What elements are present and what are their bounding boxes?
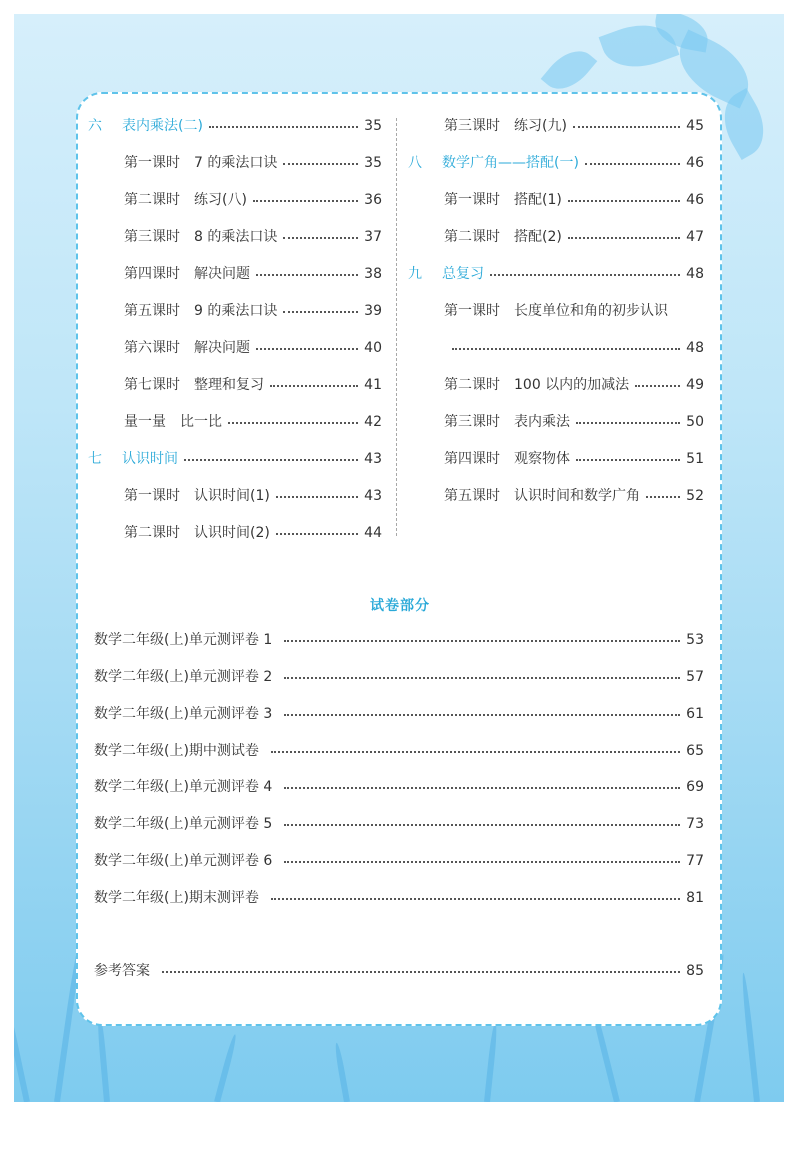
page-number: 57 (686, 669, 704, 685)
lesson-title: 认识时间(2) (194, 525, 270, 541)
toc-test-item[interactable] (94, 886, 704, 910)
lesson-label: 第二课时 (444, 377, 500, 393)
lesson-title: 搭配(2) (514, 229, 562, 245)
page-number: 85 (686, 963, 704, 979)
grass-decoration (484, 1022, 498, 1102)
toc-lesson[interactable] (408, 225, 704, 249)
toc-unit-7[interactable] (88, 447, 382, 471)
toc-lesson[interactable] (88, 336, 382, 360)
grass-decoration (214, 1034, 238, 1102)
page-number: 36 (364, 192, 382, 208)
toc-lesson-continuation[interactable] (452, 336, 704, 360)
toc-answers[interactable] (94, 959, 704, 983)
lesson-title: 表内乘法 (514, 414, 570, 430)
lesson-title: 认识时间和数学广角 (514, 488, 640, 504)
lesson-label: 第三课时 (444, 118, 500, 134)
lesson-title: 长度单位和角的初步认识 (514, 303, 668, 319)
test-title: 数学二年级(上)单元测评卷 1 (94, 632, 273, 648)
toc-lesson[interactable] (408, 410, 704, 434)
unit-number: 六 (88, 118, 102, 134)
page-number: 41 (364, 377, 382, 393)
leader-dots (490, 274, 680, 276)
page-number: 42 (364, 414, 382, 430)
toc-test-item[interactable] (94, 739, 704, 763)
toc-unit-9[interactable] (408, 262, 704, 286)
leader-dots (284, 861, 680, 863)
lesson-label: 第五课时 (124, 303, 180, 319)
page-number: 52 (686, 488, 704, 504)
lesson-title: 8 的乘法口诀 (194, 229, 278, 245)
toc-lesson[interactable] (88, 188, 382, 212)
page-number: 47 (686, 229, 704, 245)
lesson-title: 整理和复习 (194, 377, 264, 393)
test-title: 数学二年级(上)期末测评卷 (94, 890, 259, 906)
unit-number: 八 (408, 155, 422, 171)
toc-test-item[interactable] (94, 775, 704, 799)
toc-lesson[interactable] (88, 262, 382, 286)
test-title: 数学二年级(上)期中测试卷 (94, 743, 259, 759)
lesson-title: 认识时间(1) (194, 488, 270, 504)
lesson-label: 第一课时 (124, 488, 180, 504)
page-number: 46 (686, 155, 704, 171)
lesson-label: 第七课时 (124, 377, 180, 393)
column-divider (396, 118, 397, 536)
page-number: 44 (364, 525, 382, 541)
toc-lesson[interactable] (88, 484, 382, 508)
unit-title: 总复习 (442, 266, 484, 282)
toc-unit-8[interactable] (408, 151, 704, 175)
lesson-label: 第二课时 (124, 525, 180, 541)
page-number: 77 (686, 853, 704, 869)
leader-dots (276, 496, 358, 498)
lesson-label: 量一量 (124, 414, 166, 430)
test-title: 数学二年级(上)单元测评卷 3 (94, 706, 273, 722)
leader-dots (284, 677, 680, 679)
lesson-label: 第一课时 (444, 192, 500, 208)
lesson-label: 第六课时 (124, 340, 180, 356)
page-number: 35 (364, 118, 382, 134)
lesson-title: 练习(八) (194, 192, 247, 208)
grass-decoration (14, 984, 30, 1102)
toc-lesson[interactable] (408, 299, 704, 323)
unit-number: 九 (408, 266, 422, 282)
lesson-label: 第四课时 (444, 451, 500, 467)
leader-dots (283, 237, 358, 239)
test-title: 数学二年级(上)单元测评卷 5 (94, 816, 273, 832)
leader-dots (271, 751, 680, 753)
lesson-title: 7 的乘法口诀 (194, 155, 278, 171)
grass-decoration (740, 972, 760, 1102)
unit-title: 认识时间 (122, 451, 178, 467)
lesson-label: 第二课时 (124, 192, 180, 208)
leader-dots (284, 787, 680, 789)
toc-lesson[interactable] (408, 484, 704, 508)
toc-lesson[interactable] (88, 521, 382, 545)
lesson-label: 第四课时 (124, 266, 180, 282)
toc-lesson[interactable] (88, 373, 382, 397)
lesson-title: 解决问题 (194, 266, 250, 282)
toc-lesson[interactable] (88, 410, 382, 434)
toc-test-item[interactable] (94, 665, 704, 689)
leader-dots (253, 200, 358, 202)
page-number: 46 (686, 192, 704, 208)
lesson-title: 搭配(1) (514, 192, 562, 208)
leader-dots (276, 533, 358, 535)
page-number: 45 (686, 118, 704, 134)
lesson-label: 第五课时 (444, 488, 500, 504)
leader-dots (256, 274, 358, 276)
test-title: 数学二年级(上)单元测评卷 2 (94, 669, 273, 685)
toc-lesson[interactable] (408, 447, 704, 471)
toc-test-item[interactable] (94, 849, 704, 873)
leader-dots (162, 971, 680, 973)
page-number: 69 (686, 779, 704, 795)
leader-dots (452, 348, 680, 350)
page-number: 61 (686, 706, 704, 722)
toc-test-item[interactable] (94, 628, 704, 652)
leader-dots (283, 311, 358, 313)
leader-dots (576, 422, 680, 424)
toc-unit-6[interactable] (88, 114, 382, 138)
toc-lesson[interactable] (88, 151, 382, 175)
toc-test-item[interactable] (94, 812, 704, 836)
test-title: 数学二年级(上)单元测评卷 4 (94, 779, 273, 795)
lesson-title: 解决问题 (194, 340, 250, 356)
leader-dots (284, 714, 680, 716)
toc-lesson[interactable] (408, 114, 704, 138)
leader-dots (568, 200, 680, 202)
toc-lesson[interactable] (408, 188, 704, 212)
unit-number: 七 (88, 451, 102, 467)
lesson-title: 9 的乘法口诀 (194, 303, 278, 319)
leader-dots (228, 422, 358, 424)
page-number: 40 (364, 340, 382, 356)
page-number: 37 (364, 229, 382, 245)
grass-decoration (334, 1042, 350, 1102)
page-number: 53 (686, 632, 704, 648)
leader-dots (284, 824, 680, 826)
lesson-label: 第三课时 (124, 229, 180, 245)
leader-dots (646, 496, 680, 498)
page-number: 51 (686, 451, 704, 467)
page-number: 48 (686, 266, 704, 282)
lesson-label: 第三课时 (444, 414, 500, 430)
page-number: 43 (364, 488, 382, 504)
page-number: 43 (364, 451, 382, 467)
toc-lesson[interactable] (88, 225, 382, 249)
leader-dots (635, 385, 680, 387)
lesson-label: 第一课时 (124, 155, 180, 171)
page-number: 49 (686, 377, 704, 393)
lesson-label: 第一课时 (444, 303, 500, 319)
page-number: 38 (364, 266, 382, 282)
answers-title: 参考答案 (94, 963, 150, 979)
leader-dots (271, 898, 680, 900)
leader-dots (573, 126, 680, 128)
leader-dots (256, 348, 358, 350)
leaf-decoration (541, 41, 598, 100)
leader-dots (283, 163, 358, 165)
page-number: 65 (686, 743, 704, 759)
unit-title: 表内乘法(二) (122, 118, 203, 134)
leader-dots (585, 163, 680, 165)
lesson-title: 练习(九) (514, 118, 567, 134)
page-number: 50 (686, 414, 704, 430)
leader-dots (284, 640, 680, 642)
page-number: 35 (364, 155, 382, 171)
test-section-title: 试卷部分 (370, 598, 430, 614)
page-number: 39 (364, 303, 382, 319)
lesson-title: 观察物体 (514, 451, 570, 467)
leader-dots (576, 459, 680, 461)
test-title: 数学二年级(上)单元测评卷 6 (94, 853, 273, 869)
page-number: 48 (686, 340, 704, 356)
unit-title: 数学广角——搭配(一) (442, 155, 579, 171)
lesson-label: 第二课时 (444, 229, 500, 245)
leader-dots (184, 459, 358, 461)
leader-dots (209, 126, 358, 128)
page-number: 73 (686, 816, 704, 832)
lesson-title: 比一比 (180, 414, 222, 430)
toc-test-item[interactable] (94, 702, 704, 726)
leader-dots (568, 237, 680, 239)
lesson-title: 100 以内的加减法 (514, 377, 630, 393)
page-number: 81 (686, 890, 704, 906)
leader-dots (270, 385, 358, 387)
toc-lesson[interactable] (408, 373, 704, 397)
toc-lesson[interactable] (88, 299, 382, 323)
